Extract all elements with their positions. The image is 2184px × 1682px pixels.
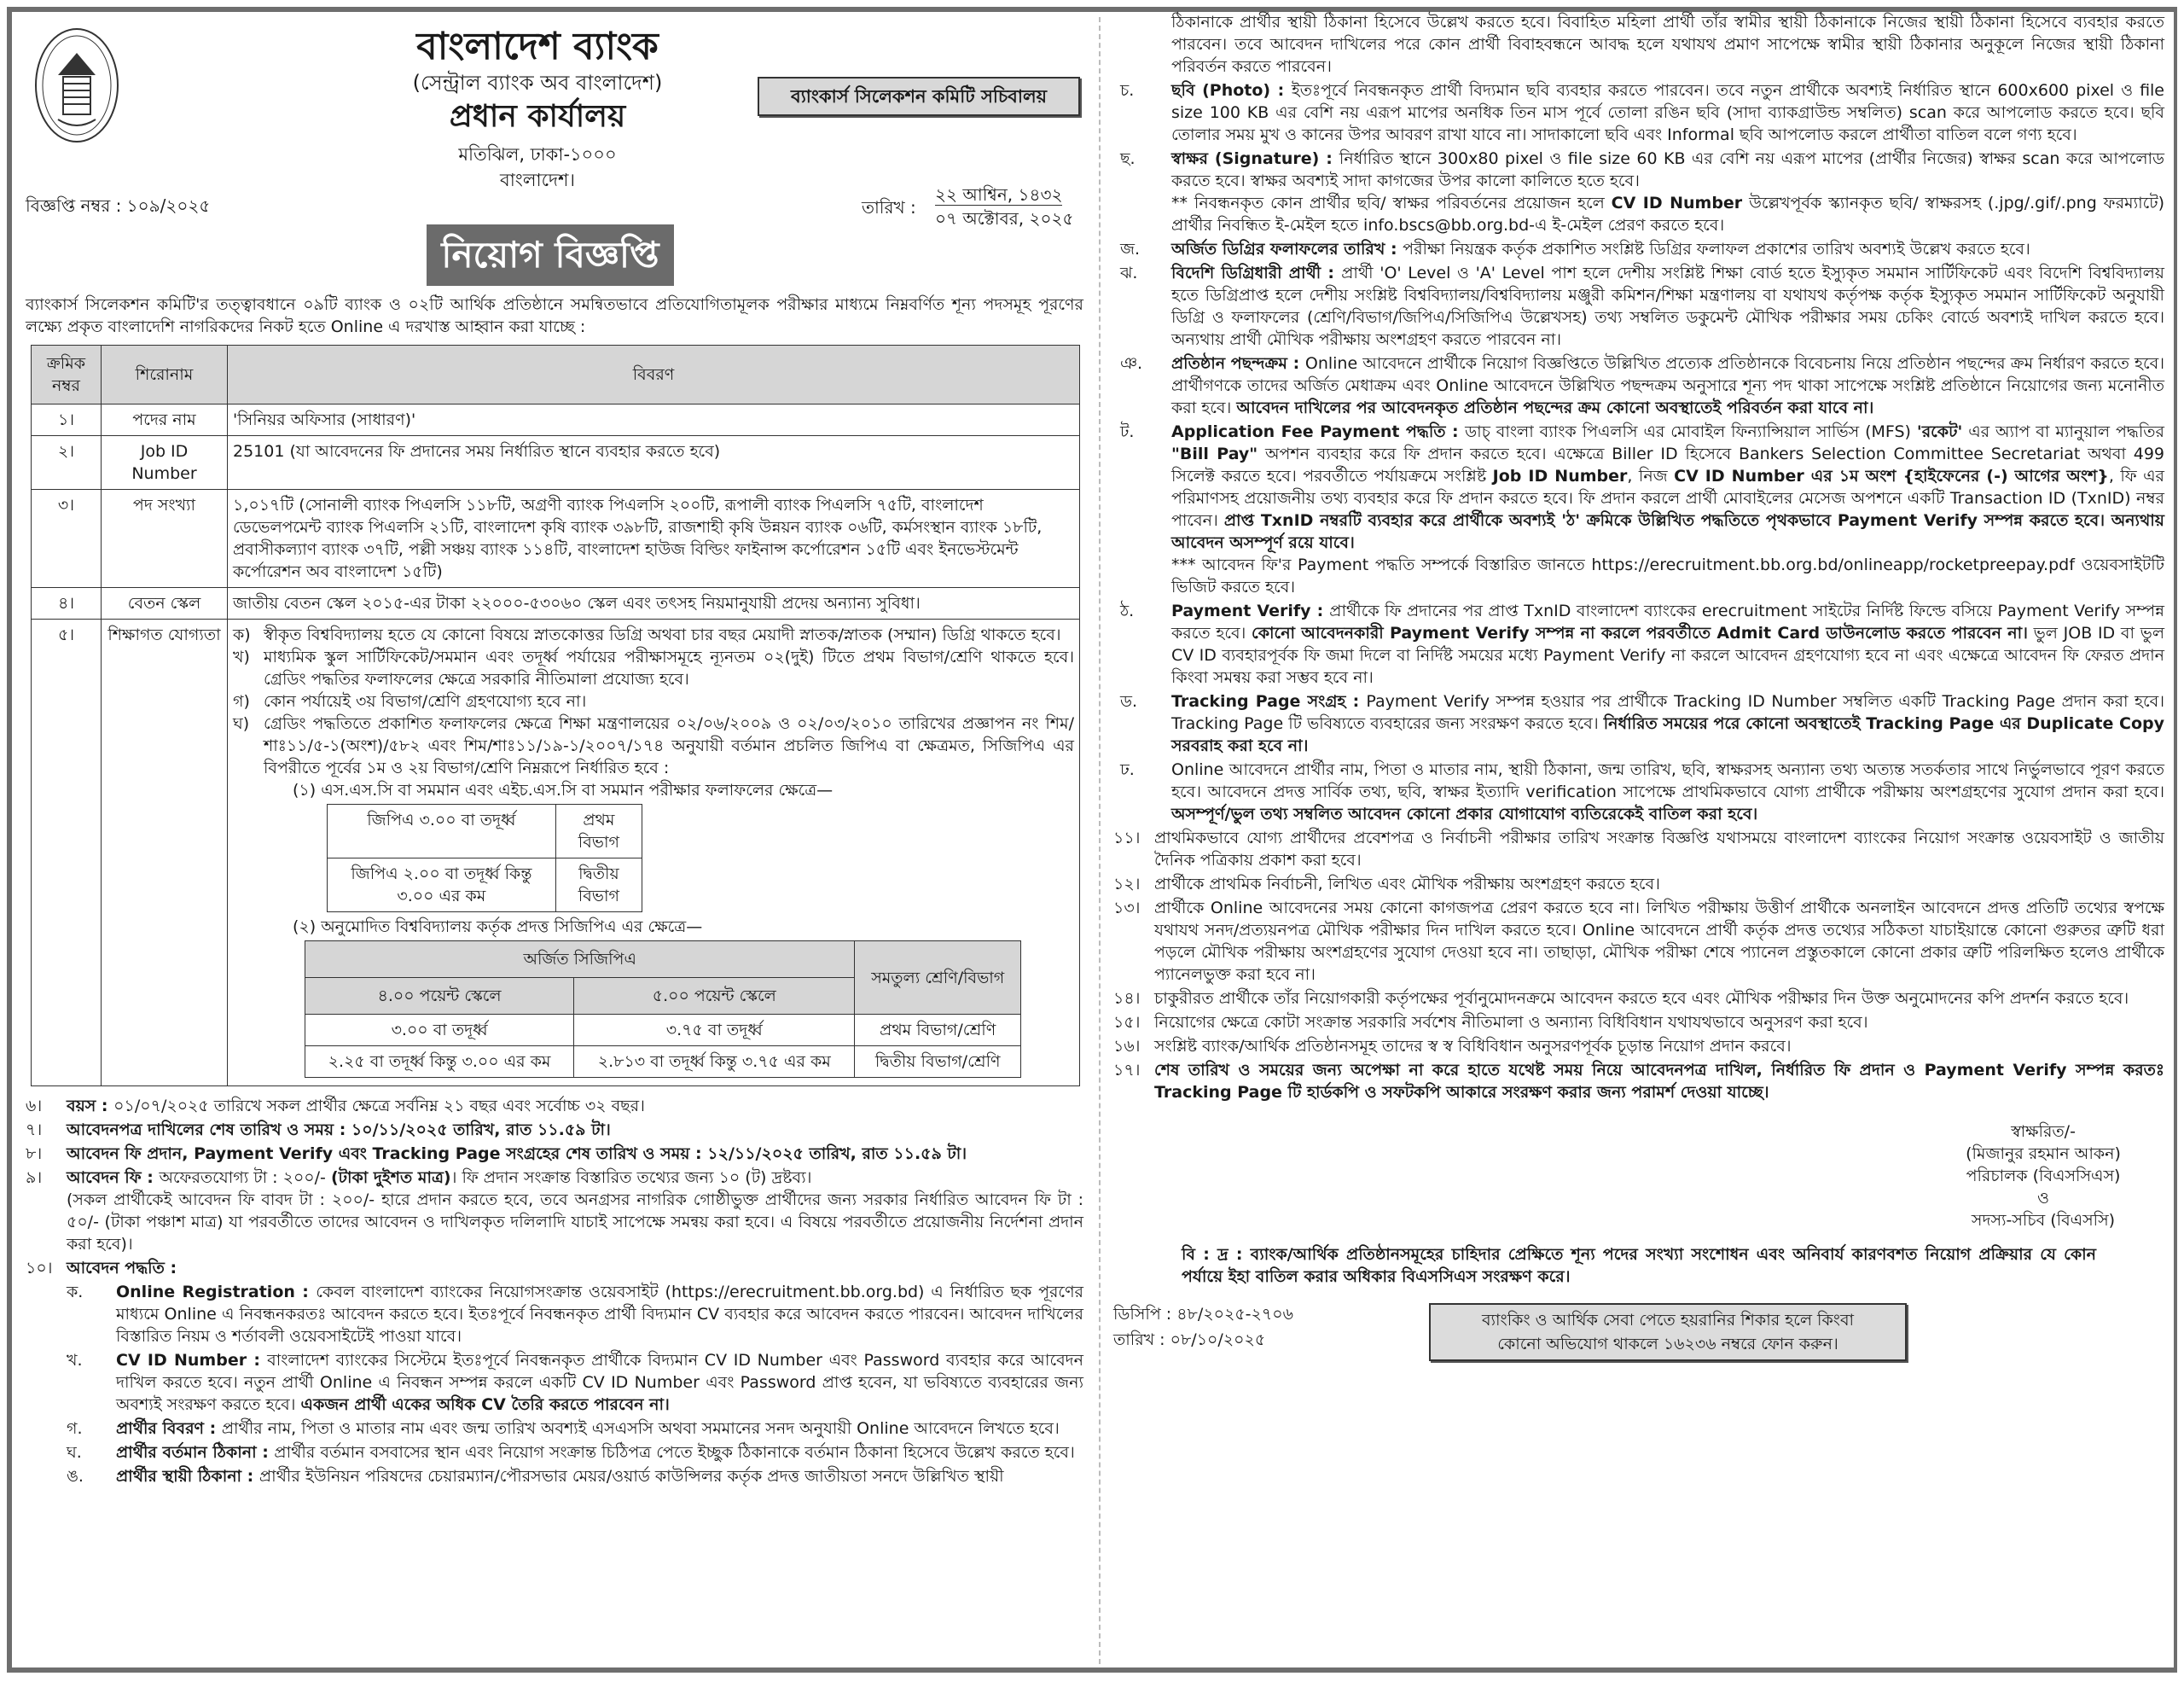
education-item [233,646,1074,690]
item-number: ৯। [26,1168,43,1187]
gpa-row [328,805,642,858]
text: নির্ধারিত স্থানে 300x80 pixel ও file size 60 KB এর বেশি নয় এরূপ মাপের (প্রার্থীর নিজের) স্বাক্ষর scan করে আপলোড করতে হবে। স্বাক্ষর অবশ্যই সাদা কাগজের উপর কালো কালিতে হতে হবে। [1171,149,2164,190]
date-bengali-calendar: ২২ আশ্বিন, ১৪৩২ [935,184,1063,205]
bold-text: CV ID Number : [116,1351,268,1370]
text: সংশ্লিষ্ট ব্যাংক/আর্থিক প্রতিষ্ঠানসমূহ তাদের স্ব স্ব বিধিবিধান অনুসরণপূর্বক চূড়ান্ত নিয়োগ প্রদান করবে। [1154,1037,1792,1056]
helpline-text: কোনো অভিযোগ থাকলে ১৬২৩৬ নম্বরে ফোন করুন। [1497,1335,1838,1353]
item-number: ৬। [26,1097,43,1115]
gpa-cell: জিপিএ ৩.০০ বা তদূর্ধ্ব [328,805,556,858]
item-text [67,1143,1083,1165]
item-marker: ঘ) [233,714,250,733]
item-body [1154,987,2164,1010]
row-serial: ৩। [32,490,102,588]
cgpa-cell: ৩.৭৫ বা তদূর্ধ্ব [574,1015,855,1046]
cgpa-scale: ৫.০০ পয়েন্ট স্কেলে [574,978,855,1015]
col-header-title: শিরোনাম [102,346,228,404]
item-number: ৭। [26,1120,43,1139]
bold-text: (টাকা দুইশত মাত্র) [330,1168,451,1187]
sub-item [1113,262,2164,351]
text: প্রাথমিকভাবে যোগ্য প্রার্থীদের প্রবেশপত্র ও নির্বাচনী পরীক্ষার তারিখ সংক্রান্ত বিজ্ঞপ্তি যথাসময়ে বাংলাদেশ ব্যাংকের নিয়োগ সংক্রান্ত ওয়েবসাইট ও জাতীয় দৈনিক পত্রিকায় প্রকাশ করা হবে। [1154,829,2164,870]
cgpa-cell: ২.৮১৩ বা তদূর্ধ্ব কিন্তু ৩.৭৫ এর কম [574,1046,855,1078]
text: উল্লেখপূর্বক স্ক্যানকৃত ছবি/ স্বাক্ষরসহ (.jpg/.gif/.png ফরম্যাটে) প্রার্থীর নিবন্ধিত ই-মেইল হতে info.bscs@bb.org.bd-এ ই-মেইল প্রেরণ করতে হবে। [1171,194,2164,235]
row-serial: ২। [32,436,102,490]
bold-text: Payment Verify : [1171,602,1330,620]
item-body [1154,1059,2164,1103]
bangladesh-bank-logo [32,26,122,145]
bold-text: Application Fee Payment পদ্ধতি : [1171,422,1466,441]
sub-item [1113,600,2164,689]
bold-text: প্রার্থীর স্থায়ী ঠিকানা : [116,1467,259,1486]
education-item [233,624,1074,646]
text: প্রার্থীকে Online আবেদনের সময় কোনো কাগজপত্র প্রেরণ করতে হবে না। লিখিত পরীক্ষায় উত্তীর্ণ প্রার্থীকে অনলাইন আবেদনে প্রদত্ত প্রতিটি তথ্যের স্বপক্ষে যথাযথ সনদ/প্রত্যয়নপত্র মৌখিক পরীক্ষার দিন দাখিল করতে হবে। Online আবেদনে প্রার্থী কর্তৃক প্রদত্ত তথ্যের সঠিকতা যাচাইয়ান্তে কোনো গুরুতর ত্রুটি ধরা পড়লে মৌখিক পরীক্ষায় অংশগ্রহণের সুযোগ দেওয়া হবে না। তাছাড়া, মৌখিক পরীক্ষা শেষে প্যানেল প্রস্তুতকালে কোনো প্রকার ত্রুটি পরিলক্ষিত হলেও প্রার্থীকে প্যানেলভুক্ত করা হবে না। [1154,899,2164,984]
text: প্রার্থীকে ফি প্রদানের পর প্রাপ্ত TxnID বাংলাদেশ ব্যাংকের erecruitment সাইটের নির্দিষ্ট ফিল্ডে বসিয়ে Payment Verify সম্পন্ন করতে হবে। [1171,602,2164,643]
text: , ফি এর পরিমাণসহ প্রয়োজনীয় তথ্য ব্যবহার করে ফি প্রদান করতে হবে। ফি প্রদান করলে প্রার্থী মোবাইলের মেসেজ অপশনে একটি Transaction ID (TxnID) নম্বর পাবেন। [1171,467,2165,530]
bold-text: বয়স : [67,1097,114,1115]
item-continuation: (সকল প্রার্থীকেই আবেদন ফি বাবদ টা : ২০০/- হারে প্রদান করতে হবে, তবে অনগ্রসর নাগরিক গোষ্ঠীভুক্ত প্রার্থীদের জন্য সরকার নির্ধারিত আবেদন ফি টা : ৫০/- (টাকা পঞ্চাশ মাত্র) যা পরবর্তীতে তাদের আবেদন ও দাখিলকৃত দলিলাদি যাচাই সাপেক্ষে সমন্বয় করা হবে। এ বিষয়ে পরবর্তীতে প্রয়োজনীয় নির্দেশনা প্রদান করা হবে)। [67,1190,1083,1254]
item-text: স্বীকৃত বিশ্ববিদ্যালয় হতে যে কোনো বিষয়ে স্নাতকোত্তর ডিগ্রি অথবা চার বছর মেয়াদী স্নাতক/স্নাতক (সম্মান) ডিগ্রি থাকতে হবে। [264,626,1061,644]
notice-number: বিজ্ঞপ্তি নম্বর : ১০৯/২০২৫ [26,195,211,216]
item-marker: জ. [1120,240,1141,259]
signature-line: (মিজানুর রহমান আকন) [1966,1144,2121,1163]
item-body [1171,238,2164,260]
bank-subtitle: (সেন্ট্রাল ব্যাংক অব বাংলাদেশ) [412,71,663,95]
item-body [1154,897,2164,986]
page-title: নিয়োগ বিজ্ঞপ্তি [427,224,674,286]
helpline-text: ব্যাংকিং ও আর্থিক সেবা পেতে হয়রানির শিকার হলে কিংবা [1481,1311,1855,1330]
sub-item [67,1417,1083,1440]
item-body [67,1119,1083,1141]
item-text [1154,1011,2164,1033]
gpa-row [328,858,642,912]
text: এর অ্যাপ বা ম্যানুয়াল পদ্ধতির [1962,422,2164,441]
sub-item [67,1465,1083,1487]
sub-item [1113,987,2164,1010]
col-header-description: বিবরণ [228,346,1080,404]
cgpa-cell: ২.২৫ বা তদূর্ধ্ব কিন্তু ৩.০০ এর কম [305,1046,574,1078]
bold-text: আবেদন দাখিলের পর আবেদনকৃত প্রতিষ্ঠান পছন্দের ক্রম কোনো অবস্থাতেই পরিবর্তন করা যাবে না। [1236,399,1874,417]
bold-text: শেষ তারিখ ও সময়ের জন্য অপেক্ষা না করে হাতে যথেষ্ট সময় নিয়ে আবেদনপত্র দাখিল, নির্ধারিত ফি প্রদান ও Payment Verify সম্পন্ন করতঃ Tracking Page টি হার্ডকপি ও সফটকপি আকারে সংরক্ষণ করার জন্য পরামর্শ দেওয়া যাচ্ছে। [1154,1061,2164,1102]
item-body [1171,690,2164,757]
date-label: তারিখ : [862,197,916,218]
item-text [116,1441,1083,1464]
cgpa-caption: (২) অনুমোদিত বিশ্ববিদ্যালয় কর্তৃক প্রদত্ত সিজিপিএ এর ক্ষেত্রে— [293,917,703,936]
bold-text: নির্ধারিত সময়ের পরে কোনো অবস্থাতেই Tracking Page এর Duplicate Copy সরবরাহ করা হবে না। [1171,714,2164,755]
item-note [1171,192,2164,236]
item-text [1171,238,2164,260]
numbered-item [26,1095,1083,1117]
row-description: ১,০১৭টি (সোনালী ব্যাংক পিএলসি ১১৮টি, অগ্রণী ব্যাংক পিএলসি ২০০টি, রূপালী ব্যাংক পিএলসি ৭৫টি, বাংলাদেশ ডেভেলপমেন্ট ব্যাংক পিএলসি ২১টি, বাংলাদেশ কৃষি ব্যাংক ৩৯৮টি, রাজশাহী কৃষি উন্নয়ন ব্যাংক ০৬টি, কর্মসংস্থান ব্যাংক ১৮টি, প্রবাসীকল্যাণ ব্যাংক ৩৭টি, পল্লী সঞ্চয় ব্যাংক ১১৪টি, বাংলাদেশ হাউজ বিল্ডিং ফাইনান্স কর্পোরেশন ১৫টি এবং ইনভেস্টমেন্ট কর্পোরেশন অব বাংলাদেশ ১৫টি) [228,490,1080,588]
item-note [1171,554,2164,598]
text: কেবল বাংলাদেশ ব্যাংকের নিয়োগসংক্রান্ত ওয়েবসাইট (https://erecruitment.bb.org.bd) এ নির্ধারিত ছক পূরণের মাধ্যমে Online এ নিবন্ধনকরতঃ আবেদন করতে হবে। ইতঃপূর্বে নিবন্ধনকৃত প্রার্থী বিদ্যমান CV ব্যবহার করে আবেদন করতে পারবেন। আবেদন দাখিলের বিস্তারিত নিয়ম ও শর্তাবলী ওয়েবসাইটেই পাওয়া যাবে। [116,1283,1084,1346]
left-column [26,294,1083,1489]
item-text: গ্রেডিং পদ্ধতিতে প্রকাশিত ফলাফলের ক্ষেত্রে শিক্ষা মন্ত্রণালয়ের ০২/০৬/২০০৯ ও ০২/০৩/২০১০ তারিখের প্রজ্ঞাপন নং শিম/শাঃ১১/৫-১(অংশ)/৫৮২ এবং শিম/শাঃ১১/১৯-১/২০০৭/১৭৪ অনুযায়ী বর্তমান প্রচলিত জিপিএ বা ক্ষেত্রমত, সিজিপিএ এর বিপরীতে পূর্বের ১ম ও ২য় বিভাগ/শ্রেণি নিম্নরূপে নির্ধারিত হবে : [264,714,1074,777]
row-serial: ১। [32,404,102,436]
row-description [228,620,1080,1086]
date-gregorian: ০৭ অক্টোবর, ২০২৫ [935,208,1074,229]
cgpa-cell: প্রথম বিভাগ/শ্রেণি [855,1015,1021,1046]
item-text [116,1349,1083,1416]
text: Online আবেদনে প্রার্থীর নাম, পিতা ও মাতার নাম, স্থায়ী ঠিকানা, জন্ম তারিখ, ছবি, স্বাক্ষরসহ অন্যান্য তথ্য অত্যন্ত সতর্কতার সাথে নির্ভুলভাবে পূরণ করতে হবে। আবেদনে প্রদত্ত সার্বিক তথ্য, ছবি, স্বাক্ষর ইত্যাদি verification সাপেক্ষে প্রাথমিকভাবে যোগ্য প্রার্থীকে পরীক্ষায় অংশগ্রহণের সুযোগ প্রদান করা হবে। [1171,760,2164,801]
text: Payment Verify সম্পন্ন হওয়ার পর প্রার্থীকে Tracking ID Number সম্বলিত একটি Tracking Page প্রদান করা হবে। Tracking Page টি ভবিষ্যতে ব্যবহারের জন্য সংরক্ষণ করতে হবে। [1171,692,2164,733]
gpa-cell: দ্বিতীয় বিভাগ [555,858,642,912]
sub-item [1113,690,2164,757]
item-text [1171,600,2164,689]
item-body [1171,421,2164,598]
item-marker: ১৬। [1113,1037,1141,1056]
footer [1113,1303,2164,1365]
gpa-cell: জিপিএ ২.০০ বা তদূর্ধ্ব কিন্তু ৩.০০ এর কম [328,858,556,912]
bold-text: আবেদন ফি : [67,1168,160,1187]
text: প্রার্থী 'O' Level ও 'A' Level পাশ হলে দেশীয় সংশ্লিষ্ট শিক্ষা বোর্ড হতে ইস্যুকৃত সমমান সার্টিফিকেট এবং বিদেশি বিশ্ববিদ্যালয় হতে ডিগ্রিপ্রাপ্ত হলে দেশীয় সংশ্লিষ্ট বিশ্ববিদ্যালয়/বিশ্ববিদ্যালয় মঞ্জুরী কমিশন/শিক্ষা মন্ত্রণালয় বা যথাযথ কর্তৃপক্ষ কর্তৃক ইস্যুকৃত সমমান সার্টিফিকেট অনুযায়ী ডিগ্রি ও ফলাফলের (শ্রেণি/বিভাগ/জিপিএ/সিজিপিএ উল্লেখসহ) তথ্য সম্বলিত ডকুমেন্ট মৌখিক পরীক্ষার সময় চেকিং বোর্ডে অবশ্যই দাখিল করতে হবে। অন্যথায় প্রার্থী মৌখিক পরীক্ষায় অংশগ্রহণ করতে পারবেন না। [1171,264,2164,349]
column-divider [1099,17,1101,1664]
bold-text: অসম্পূর্ণ/ভুল তথ্য সম্বলিত আবেদন কোনো প্রকার যোগাযোগ ব্যতিরেকেই বাতিল করা হবে। [1171,805,1758,824]
text: পরীক্ষা নিয়ন্ত্রক কর্তৃক প্রকাশিত সংশ্লিষ্ট ডিগ্রির ফলাফল প্রকাশের তারিখ অবশ্যই উল্লেখ করতে হবে। [1403,240,2030,259]
row-title: Job ID Number [102,436,228,490]
item-body [116,1441,1083,1464]
numbered-item [26,1257,1083,1279]
item-marker: ১৩। [1113,899,1141,917]
bold-text: 'রকেট' [1916,422,1963,441]
bold-text: আবেদনপত্র দাখিলের শেষ তারিখ ও সময় : ১০/১১/২০২৫ তারিখ, রাত ১১.৫৯ টা। [67,1120,611,1139]
row-title: পদের নাম [102,404,228,436]
right-column [1113,11,2164,1365]
item-body [1171,79,2164,146]
item-body [1171,148,2164,236]
item-body [116,1349,1083,1416]
item-body [116,1417,1083,1440]
item-marker: ১১। [1113,829,1141,847]
item-text [67,1119,1083,1141]
item-text [116,1281,1083,1347]
text: প্রার্থীর নাম, পিতা ও মাতার নাম এবং জন্ম তারিখ অবশ্যই এসএসসি অথবা সমমানের সনদ অনুযায়ী Online আবেদনে লিখতে হবে। [221,1419,1060,1438]
item-text [1154,827,2164,871]
col-header-serial: ক্রমিক নম্বর [32,346,102,404]
item-body [1154,873,2164,895]
row-serial: ৪। [32,588,102,620]
education-item [233,713,1074,779]
item-text: মাধ্যমিক স্কুল সার্টিফিকেট/সমমান এবং তদূর্ধ্ব পর্যায়ের পরীক্ষাসমূহে ন্যূনতম ০২(দুই) টিতে প্রথম বিভাগ/শ্রেণি থাকতে হবে। গ্রেডিং পদ্ধতির ফলাফলের ক্ষেত্রে সরকারি নীতিমালা প্রযোজ্য হবে। [264,648,1074,689]
bold-text: Online Registration : [116,1283,317,1301]
row-description: জাতীয় বেতন স্কেল ২০১৫-এর টাকা ২২০০০-৫৩০৬০ স্কেল এবং তৎসহ নিয়মানুযায়ী প্রদেয় অন্যান্য সুবিধা। [228,588,1080,620]
item-text [116,1417,1083,1440]
ssc-caption: (১) এস.এস.সি বা সমমান এবং এইচ.এস.সি বা সমমান পরীক্ষার ফলাফলের ক্ষেত্রে— [293,781,834,800]
item-marker: ট. [1120,422,1135,441]
cgpa-head: অর্জিত সিজিপিএ [305,941,855,978]
sub-item [67,1349,1083,1416]
item-text [1154,987,2164,1010]
gpa-cell: প্রথম বিভাগ [555,805,642,858]
text: ডাচ্‌ বাংলা ব্যাংক পিএলসি এর মোবাইল ফিন্যান্সিয়াল সার্ভিস (MFS) [1465,422,1917,441]
table-row [32,588,1080,620]
row-description: 25101 (যা আবেদনের ফি প্রদানের সময় নির্ধারিত স্থানে ব্যবহার করতে হবে) [228,436,1080,490]
item-text [1171,352,2164,419]
bold-text: CV ID Number এর ১ম অংশ {হাইফেনের (-) আগের অংশ} [1674,467,2109,486]
item-marker: গ. [67,1419,83,1438]
row-description: 'সিনিয়র অফিসার (সাধারণ)' [228,404,1080,436]
item-body [1171,262,2164,351]
bold-text: প্রাপ্ত TxnID নম্বরটি ব্যবহার করে প্রার্থীকে অবশ্যই 'ঠ' ক্রমিকে উল্লিখিত পদ্ধতিতে পৃথকভাবে Payment Verify সম্পন্ন করতে হবে। অন্যথায় আবেদন অসম্পূর্ণ রয়ে যাবে। [1171,511,2165,552]
secretariat-box: ব্যাংকার্স সিলেকশন কমিটি সচিবালয় [758,77,1080,116]
item-marker: ঙ. [67,1467,84,1486]
cgpa-table [305,940,1021,1078]
cgpa-cell: ৩.০০ বা তদূর্ধ্ব [305,1015,574,1046]
sub-item [1113,1011,2164,1033]
dcp-number: ডিসিপি : ৪৮/২০২৫-২৭০৬ [1113,1305,1293,1324]
text: প্রার্থীকে প্রাথমিক নির্বাচনী, লিখিত এবং মৌখিক পরীক্ষায় অংশগ্রহণ করতে হবে। [1154,875,1660,893]
sub-item [1113,148,2164,236]
item-marker: ১৪। [1113,989,1141,1008]
item-text [1154,897,2164,986]
item-marker: চ. [1120,81,1135,100]
text: ভুল JOB ID বা ভুল CV ID ব্যবহারপূর্বক ফি জমা দিলে বা নির্দিষ্ট সময়ের মধ্যে Payment Verify না করলে আবেদন গ্রহণযোগ্য হবে না এবং এক্ষেত্রে আবেদন ফি ফেরত প্রদান কিংবা সমন্বয় করা সম্ভব হবে না। [1171,624,2164,687]
item-text [1171,759,2164,825]
item-text [67,1095,1083,1117]
item-text [1154,873,2164,895]
table-row [32,404,1080,436]
intro-paragraph: ব্যাংকার্স সিলেকশন কমিটি'র তত্ত্বাবধানে ০৯টি ব্যাংক ও ০২টি আর্থিক প্রতিষ্ঠানে সমন্বিতভাবে প্রতিযোগিতামূলক পরীক্ষার মাধ্যমে নিম্নবর্ণিত শূন্য পদসমূহ পূরণের লক্ষ্যে প্রকৃত বাংলাদেশি নাগরিকদের নিকট হতে Online এ দরখাস্ত আহ্বান করা যাচ্ছে : [26,295,1083,336]
note: বি : দ্র : ব্যাংক/আর্থিক প্রতিষ্ঠানসমূহের চাহিদার প্রেক্ষিতে শূন্য পদের সংখ্যা সংশোধন এবং অনিবার্য কারণবশত নিয়োগ প্রক্রিয়ার যে কোন পর্যায়ে ইহা বাতিল করার অধিকার বিএসসিএস সংরক্ষণ করে। [1182,1245,2096,1286]
item-text [1171,421,2164,554]
sub-item [1113,421,2164,598]
bold-text: Tracking Page সংগ্রহ : [1171,692,1367,711]
helpline-box [1429,1303,1907,1361]
sub-item [1113,759,2164,825]
sub-item [1113,1035,2164,1057]
item-marker: খ) [233,648,250,666]
text: চাকুরীরত প্রার্থীকে তাঁর নিয়োগকারী কর্তৃপক্ষের পূর্বানুমোদনক্রমে আবেদন করতে হবে এবং মৌখিক পরীক্ষার দিন উক্ত অনুমোদনের কপি প্রদর্শন করতে হবে। [1154,989,2129,1008]
text: প্রার্থীর ইউনিয়ন পরিষদের চেয়ারম্যান/পৌরসভার মেয়র/ওয়ার্ড কাউন্সিলর কর্তৃক প্রদত্ত জাতীয়তা সনদে উল্লিখিত স্থায়ী [258,1467,1004,1486]
cgpa-scale: ৪.০০ পয়েন্ট স্কেলে [305,978,574,1015]
item-marker: ক) [233,626,251,644]
item-text [67,1257,1083,1279]
item-body [116,1465,1083,1487]
head-office: প্রধান কার্যালয় [449,99,626,134]
item-marker: ক. [67,1283,84,1301]
row-serial: ৫। [32,620,102,1086]
item-marker: ছ. [1120,149,1136,168]
numbered-item [26,1167,1083,1255]
ssc-gpa-table [327,804,642,912]
table-row-education [32,620,1080,1086]
table-row [32,490,1080,588]
sub-item [1113,238,2164,260]
bold-text: অর্জিত ডিগ্রির ফলাফলের তারিখ : [1171,240,1403,259]
address-country: বাংলাদেশ। [500,170,575,190]
item-body [1171,759,2164,825]
sub-item [1113,352,2164,419]
item-body [67,1095,1083,1117]
item-marker: ঝ. [1120,264,1138,282]
item-text [1171,148,2164,192]
item-text [1171,262,2164,351]
item-body [1154,827,2164,871]
left-items [26,1095,1083,1487]
bold-text: আবেদন ফি প্রদান, Payment Verify এবং Tracking Page সংগ্রহের শেষ তারিখ ও সময় : ১২/১১/২০২৫ তারিখ, রাত ১১.৫৯ টা। [67,1144,967,1163]
item-body [1171,352,2164,419]
item-text [1154,1059,2164,1103]
job-details-table [31,345,1080,1086]
row-title: শিক্ষাগত যোগ্যতা [102,620,228,1086]
text: ইতঃপূর্বে নিবন্ধনকৃত প্রার্থী বিদ্যমান ছবি ব্যবহার করতে পারবেন। তবে নতুন প্রার্থীকে অবশ্যই নির্ধারিত স্থানে 600x600 pixel ও file size 100 KB এর বেশি নয় এরূপ মাপের অনধিক তিন মাস পূর্বে তোলা রঙিন ছবি (সাদা ব্যাকগ্রাউন্ড সম্বলিত) scan করে আপলোড করতে হবে। ছবি তোলার সময় মুখ ও কানের উপর আবরণ রাখা যাবে না। সাদাকালো ছবি এবং Informal ছবি আপলোড করলে প্রার্থীতা বাতিল বলে গণ্য হবে। [1171,81,2165,144]
sub-item [1113,827,2164,871]
item-body [116,1281,1083,1347]
text: *** আবেদন ফি'র Payment পদ্ধতি সম্পর্কে বিস্তারিত জানতে https://erecruitment.bb.org.bd/onlineapp/rocketpreepay.pdf ওয়েবসাইটটি ভিজিট করতে হবে। [1171,556,2164,597]
signature-line: সদস্য-সচিব (বিএসসি) [1971,1211,2116,1230]
text: বাংলাদেশ ব্যাংকের সিস্টেমে ইতঃপূর্বে নিবন্ধনকৃত প্রার্থীকে বিদ্যমান CV ID Number এবং Password ব্যবহার করে আবেদন দাখিল করতে হবে। নতুন প্রার্থী Online এ নিবন্ধন সম্পন্ন করলে একটি CV ID Number এবং Password প্রাপ্ত হবেন, যা ভবিষ্যতে ব্যবহারের জন্য অবশ্যই সংরক্ষণ করতে হবে। [116,1351,1083,1414]
item-body [1171,600,2164,689]
bold-text: ছবি (Photo) : [1171,81,1292,100]
item-text [67,1167,1083,1189]
item-text [116,1465,1083,1487]
cgpa-row [305,1015,1021,1046]
text: । ফি প্রদান সংক্রান্ত বিস্তারিত তথ্যের জন্য ১০ (ট) দ্রষ্টব্য। [450,1168,812,1187]
bold-text: Job ID Number [1492,467,1628,486]
item-marker: ঞ. [1120,354,1143,373]
address-line: মতিঝিল, ঢাকা-১০০০ [458,144,617,165]
item-text [1154,1035,2164,1057]
cgpa-equiv-head: সমতুল্য শ্রেণি/বিভাগ [855,941,1021,1015]
sub-item [67,1281,1083,1347]
sub-item [1113,1059,2164,1103]
bold-text: "Bill Pay" [1171,445,1258,463]
signature-line: স্বাক্ষরিত/- [2011,1122,2076,1141]
signature-block [1932,1120,2154,1231]
item-marker: ঢ. [1120,760,1135,779]
permanent-address-continued: ঠিকানাকে প্রার্থীর স্থায়ী ঠিকানা হিসেবে উল্লেখ করতে হবে। বিবাহিত মহিলা প্রার্থী তাঁর স্বামীর স্থায়ী ঠিকানাকে নিজের স্থায়ী ঠিকানা হিসেবে ব্যবহার করতে পারবেন। তবে আবেদন দাখিলের পরে কোন প্রার্থী বিবাহবন্ধনে আবদ্ধ হলে যথাযথ প্রমাণ সাপেক্ষে স্বামীর স্থায়ী ঠিকানার অনুকূলে নিজের স্থায়ী ঠিকানা পরিবর্তন করতে পারবেন। [1171,13,2164,76]
text: অফেরতযোগ্য টা : ২০০/- [159,1168,331,1187]
item-marker: ১৭। [1113,1061,1141,1080]
item-marker: ঘ. [67,1443,82,1462]
item-number: ৮। [26,1144,43,1163]
table-row [32,436,1080,490]
footer-date: তারিখ : ০৮/১০/২০২৫ [1113,1330,1266,1349]
bold-text: স্বাক্ষর (Signature) : [1171,149,1339,168]
row-title: বেতন স্কেল [102,588,228,620]
item-marker: ১২। [1113,875,1141,893]
text: Online আবেদনে প্রার্থীকে নিয়োগ বিজ্ঞপ্তিতে উল্লিখিত প্রত্যেক প্রতিষ্ঠানকে বিবেচনায় নিয়ে প্রতিষ্ঠান পছন্দের ক্রম নির্ধারণ করতে হবে। প্রার্থীগণকে তাদের অর্জিত মেধাক্রম এবং Online আবেদনে উল্লিখিত পছন্দক্রম অনুসারে শূন্য পদ থাকা সাপেক্ষে সংশ্লিষ্ট প্রতিষ্ঠানে নিয়োগের জন্য মনোনীত করা হবে। [1171,354,2164,417]
numbered-item [26,1119,1083,1141]
numbered-item [26,1143,1083,1165]
bold-text: CV ID Number [1611,194,1743,212]
cgpa-row [305,1046,1021,1078]
bold-text: কোনো আবেদনকারী Payment Verify সম্পন্ন না করলে পরবর্তীতে Admit Card ডাউনলোড করতে পারবেন না। [1252,624,2028,643]
item-text [1171,79,2164,146]
item-text: কোন পর্যায়েই ৩য় বিভাগ/শ্রেণি গ্রহণযোগ্য হবে না। [264,692,587,711]
item-body [67,1143,1083,1165]
bold-text: প্রতিষ্ঠান পছন্দক্রম : [1171,354,1305,373]
education-item [233,690,1074,713]
text: ** নিবন্ধনকৃত কোন প্রার্থীর ছবি/ স্বাক্ষর পরিবর্তনের প্রয়োজন হলে [1171,194,1612,212]
item-marker: ড. [1120,692,1138,711]
cgpa-cell: দ্বিতীয় বিভাগ/শ্রেণি [855,1046,1021,1078]
sub-item [67,1441,1083,1464]
bold-text: প্রার্থীর বর্তমান ঠিকানা : [116,1443,275,1462]
row-title: পদ সংখ্যা [102,490,228,588]
item-marker: গ) [233,692,250,711]
item-body [67,1167,1083,1255]
item-body [67,1257,1083,1279]
text: অপশন ব্যবহার করে ফি প্রদান করতে হবে। এক্ষেত্রে Biller ID হিসেবে Bankers Selection Committee Secretariat অথবা 499 সিলেক্ট করতে হবে। পরবর্তীতে পর্যায়ক্রমে সংশ্লিষ্ট [1171,445,2164,486]
bold-text: বিদেশি ডিগ্রিধারী প্রার্থী : [1171,264,1342,282]
bank-name: বাংলাদেশ ব্যাংক [416,25,659,68]
item-body [1154,1035,2164,1057]
text: ০১/০৭/২০২৫ তারিখে সকল প্রার্থীর ক্ষেত্রে সর্বনিম্ন ২১ বছর এবং সর্বোচ্চ ৩২ বছর। [113,1097,645,1115]
sub-item [1113,873,2164,895]
item-body [1154,1011,2164,1033]
sub-item [1113,79,2164,146]
bold-text: আবেদন পদ্ধতি : [67,1259,177,1278]
sub-item [1113,897,2164,986]
bold-text: প্রার্থীর বিবরণ : [116,1419,222,1438]
signature-line: ও [2037,1189,2049,1208]
item-number: ১০। [26,1259,53,1278]
bold-text: একজন প্রার্থী একের অধিক CV তৈরি করতে পারবেন না। [300,1395,670,1414]
item-marker: ১৫। [1113,1013,1141,1032]
signature-line: পরিচালক (বিএসসিএস) [1966,1167,2121,1185]
item-marker: ঠ. [1120,602,1135,620]
item-marker: খ. [67,1351,83,1370]
item-text [1171,690,2164,757]
text: প্রার্থীর বর্তমান বসবাসের স্থান এবং নিয়োগ সংক্রান্ত চিঠিপত্র পেতে ইচ্ছুক ঠিকানাকে বর্তমান ঠিকানা হিসেবে উল্লেখ করতে হবে। [274,1443,1075,1462]
text: , নিজ [1627,467,1675,486]
text: নিয়োগের ক্ষেত্রে কোটা সংক্রান্ত সরকারি সর্বশেষ নীতিমালা ও অন্যান্য বিধিবিধান যথাযথভাবে অনুসরণ করা হবে। [1154,1013,1868,1032]
cgpa-head-row [305,941,1021,978]
